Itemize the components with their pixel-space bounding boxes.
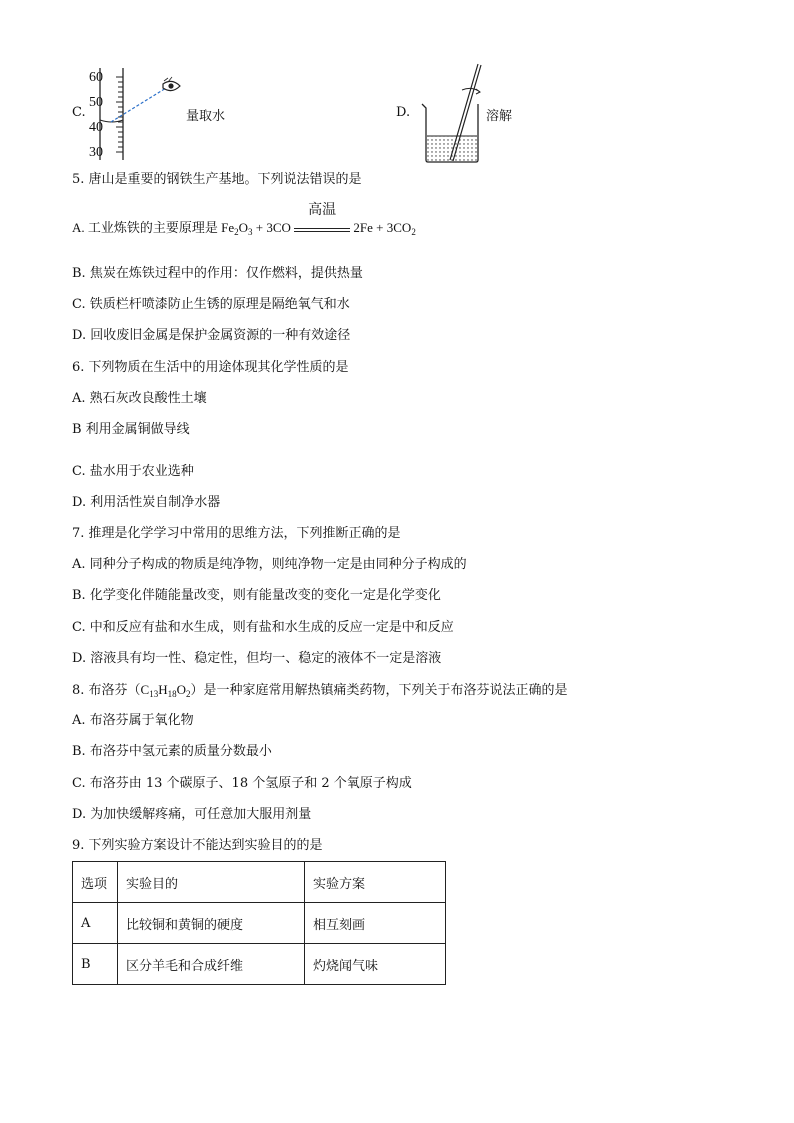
option-c-letter: C. — [72, 105, 86, 120]
q7-option-d: D. 溶液具有均一性、稳定性，但均一、稳定的液体不一定是溶液 — [72, 651, 442, 666]
q7-option-a: A. 同种分子构成的物质是纯净物，则纯净物一定是由同种分子构成的 — [72, 557, 467, 572]
table-cell: A — [73, 903, 118, 944]
table-header-cell: 实验目的 — [118, 862, 305, 903]
q5-reaction-condition: 高温 — [294, 220, 350, 232]
ibuprofen-formula: $C_{13}H_{18}O_2$ — [140, 682, 191, 699]
table-header-cell: 实验方案 — [305, 862, 446, 903]
q6-option-c: C. 盐水用于农业选种 — [72, 464, 194, 479]
q5-option-c: C. 铁质栏杆喷漆防止生锈的原理是隔绝氧气和水 — [72, 297, 350, 312]
table-row — [73, 903, 446, 944]
table-header-cell: 选项 — [73, 862, 118, 903]
table-cell: 区分羊毛和合成纤维 — [118, 944, 305, 985]
cylinder-tick-30: 30 — [89, 145, 103, 160]
q5-option-d: D. 回收废旧金属是保护金属资源的一种有效途径 — [72, 328, 351, 343]
option-c-caption: 量取水 — [186, 109, 226, 124]
cylinder-tick-40: 40 — [89, 120, 103, 135]
table-header-row — [73, 862, 446, 903]
table-row — [73, 944, 446, 985]
beaker-dissolving-figure — [418, 62, 486, 166]
q8-option-a: A. 布洛芬属于氧化物 — [72, 713, 194, 728]
table-cell: 比较铜和黄铜的硬度 — [118, 903, 305, 944]
q6-option-d: D. 利用活性炭自制净水器 — [72, 495, 221, 510]
q7-stem: 7. 推理是化学学习中常用的思维方法，下列推断正确的是 — [72, 526, 401, 541]
q7-option-c: C. 中和反应有盐和水生成，则有盐和水生成的反应一定是中和反应 — [72, 620, 454, 635]
q8-option-c: C. 布洛芬由 13 个碳原子、18 个氢原子和 2 个氧原子构成 — [72, 776, 412, 791]
q6-option-b: B 利用金属铜做导线 — [72, 422, 190, 437]
option-d-letter: D. — [396, 105, 411, 120]
q5-stem: 5. 唐山是重要的钢铁生产基地。下列说法错误的是 — [72, 172, 362, 187]
cylinder-tick-60: 60 — [89, 70, 103, 85]
option-d-caption: 溶解 — [486, 109, 513, 124]
table-cell: 相互刻画 — [305, 903, 446, 944]
table-cell: 灼烧闻气味 — [305, 944, 446, 985]
q6-option-a: A. 熟石灰改良酸性土壤 — [72, 391, 207, 406]
q5-option-a-text: A. 工业炼铁的主要原理是 — [72, 220, 218, 235]
q9-stem: 9. 下列实验方案设计不能达到实验目的的是 — [72, 838, 323, 853]
q9-experiment-table — [72, 861, 446, 985]
table-cell: B — [73, 944, 118, 985]
q8-option-b: B. 布洛芬中氢元素的质量分数最小 — [72, 744, 272, 759]
q7-option-b: B. 化学变化伴随能量改变，则有能量改变的变化一定是化学变化 — [72, 588, 441, 603]
graduated-cylinder-figure — [88, 64, 198, 164]
q8-stem: 8. 布洛芬$(C_{13}H_{18}O_2)$是一种家庭常用解热镇痛类药物，下列关于布洛芬说法正确的是 — [72, 682, 568, 699]
q8-option-d: D. 为加快缓解疼痛，可任意加大服用剂量 — [72, 807, 312, 822]
cylinder-tick-50: 50 — [89, 95, 103, 110]
q6-stem: 6. 下列物质在生活中的用途体现其化学性质的是 — [72, 360, 349, 375]
q5-option-a: A. 工业炼铁的主要原理是 $Fe_2O_3 + 3CO$ 高温 $2Fe + 3CO_2$ — [72, 203, 416, 237]
q5-option-b: B. 焦炭在炼铁过程中的作用：仅作燃料，提供热量 — [72, 266, 363, 281]
